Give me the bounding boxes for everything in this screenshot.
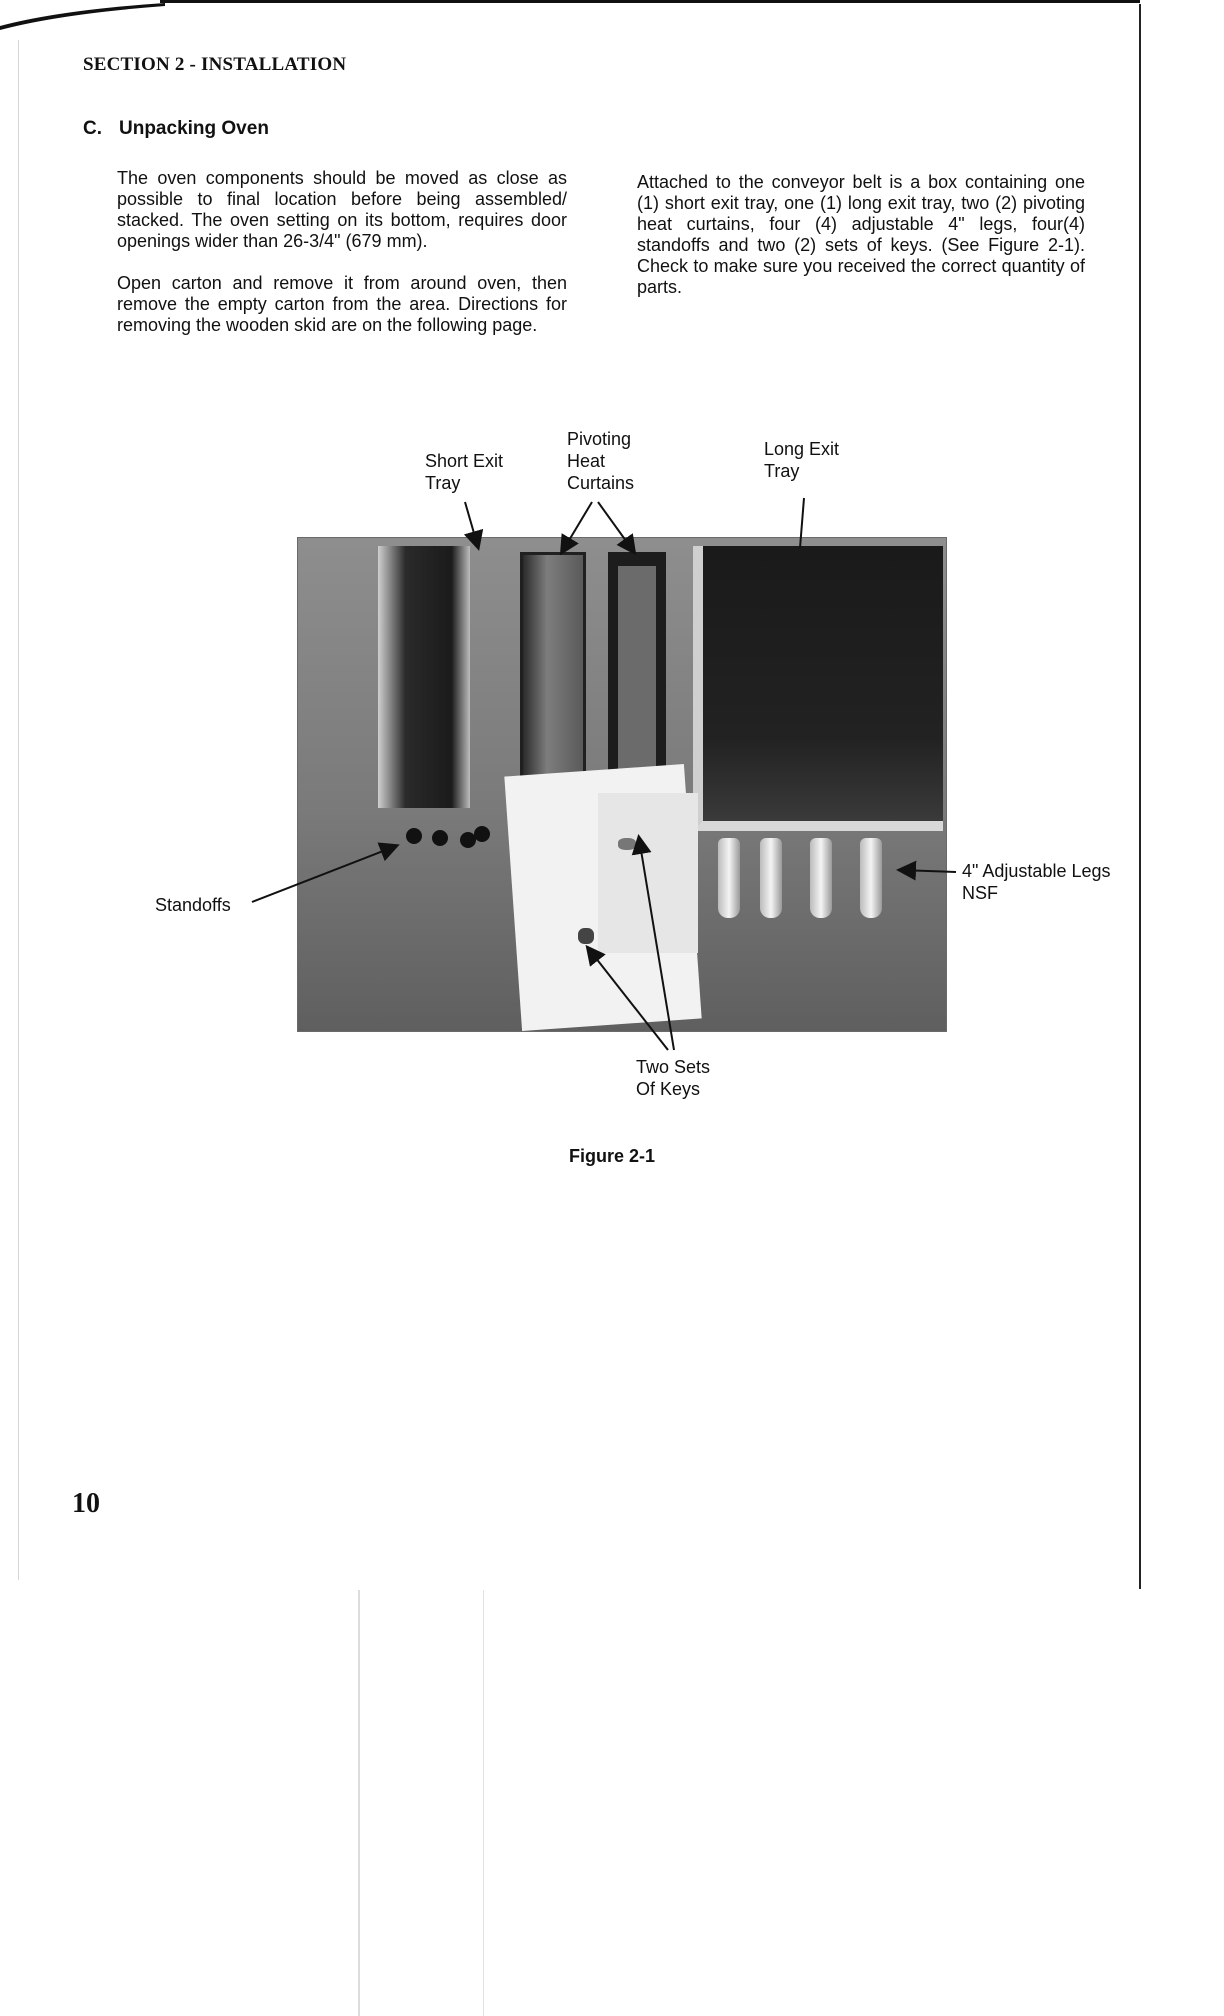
paragraph: The oven components should be moved as close as possible to final location before being assembled/ stacked. The oven setting on its bottom, requires door openings wider than 26-3/4" (679 mm). xyxy=(117,168,567,251)
callout-two-sets-of-keys: Two Sets Of Keys xyxy=(636,1057,711,1099)
scan-fold-line xyxy=(483,1590,484,2016)
standoffs-arrow xyxy=(252,846,396,902)
callout-arrows xyxy=(0,420,1224,1120)
paragraph: Attached to the conveyor belt is a box containing one (1) short exit tray, one (1) long exit tray, two (2) pivoting heat curtains, four (4) adjustable 4" legs, four(4) standoffs and two (2) sets of keys. (See Figure 2-1). Check to make sure you received the correct quantity of parts. xyxy=(637,172,1085,297)
callout-short-exit-tray: Short Exit Tray xyxy=(425,451,504,493)
left-column xyxy=(117,168,567,357)
section-header: SECTION 2 - INSTALLATION xyxy=(83,54,347,75)
paragraph: Open carton and remove it from around oven, then remove the empty carton from the area. Directions for removing the wooden skid are on the following page. xyxy=(117,273,567,335)
long-exit-tray-leader xyxy=(800,498,804,548)
callout-long-exit-tray: Long Exit Tray xyxy=(764,439,840,481)
heat-curtain-arrow xyxy=(562,502,592,552)
callout-pivoting-heat-curtains: Pivoting Heat Curtains xyxy=(567,429,635,493)
scan-top-edge xyxy=(160,0,1140,3)
right-column xyxy=(637,172,1085,319)
page-number: 10 xyxy=(72,1488,100,1519)
figure-caption: Figure 2-1 xyxy=(568,1146,656,1166)
subsection-title-text: Unpacking Oven xyxy=(119,118,269,139)
heat-curtain-arrow xyxy=(598,502,634,552)
scan-corner-mark xyxy=(0,0,180,40)
scan-fold-line xyxy=(358,1590,360,2016)
subsection-letter: C. xyxy=(83,118,102,139)
subsection-title xyxy=(83,118,269,140)
callout-adjustable-legs: 4" Adjustable Legs NSF xyxy=(962,861,1111,903)
adjustable-legs-arrow xyxy=(900,870,956,872)
figure-2-1 xyxy=(0,420,1224,1120)
short-exit-tray-arrow xyxy=(465,502,478,547)
keys-arrow xyxy=(588,948,668,1050)
callout-standoffs: Standoffs xyxy=(155,895,231,915)
